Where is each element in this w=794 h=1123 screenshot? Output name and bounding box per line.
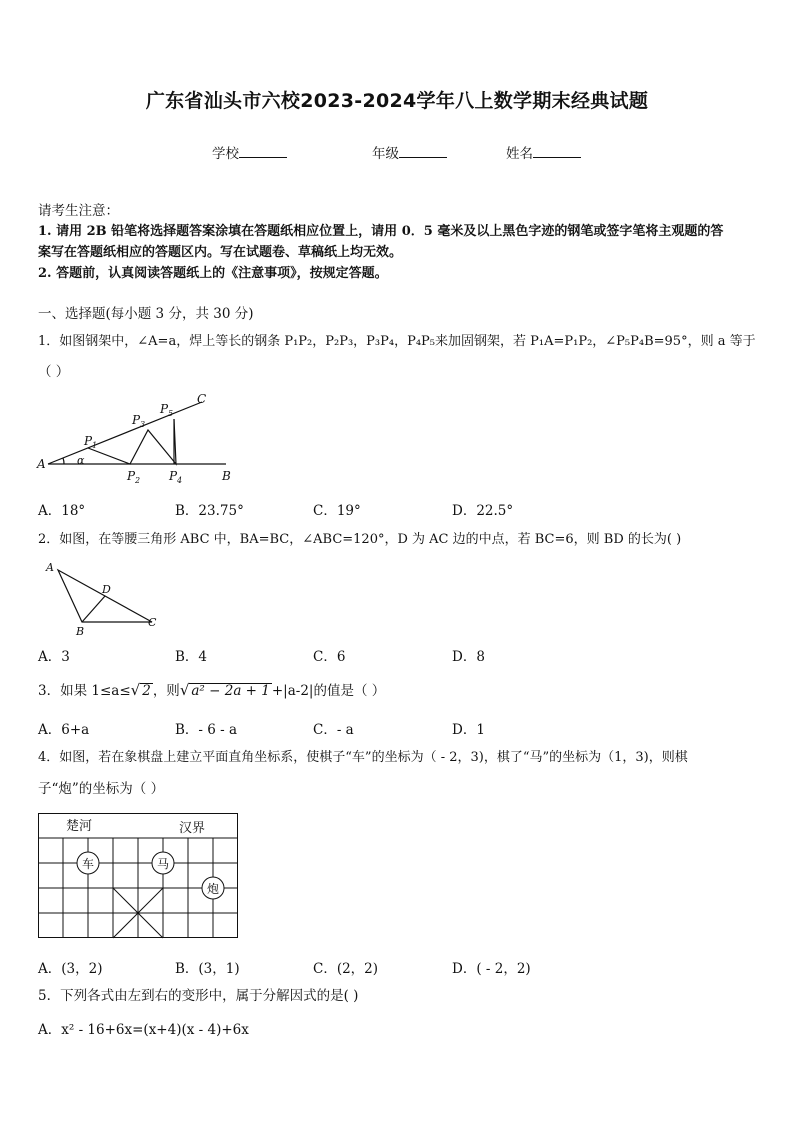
q2-option-c[interactable]: C．6	[313, 649, 346, 665]
school-label: 学校	[212, 146, 239, 162]
q1-option-c[interactable]: C．19°	[313, 503, 361, 519]
q4-stem: 4．如图，若在象棋盘上建立平面直角坐标系，使棋子“车”的坐标为（ - 2，3)，棋了“马”的坐标为（1，3)，则棋	[38, 750, 688, 765]
label-a: A	[46, 561, 54, 574]
sqrt-icon: √	[179, 681, 190, 699]
label-p5-sub: 5	[168, 409, 174, 418]
notice-item-1-cont: 案写在答题纸相应的答题区内。写在试题卷、草稿纸上均无效。	[38, 245, 403, 260]
q1-figure	[34, 388, 244, 488]
page-title: 广东省汕头市六校2023-2024学年八上数学期末经典试题	[145, 90, 649, 112]
q3-option-a[interactable]: A．6+a	[38, 722, 90, 738]
q3-stem	[38, 680, 385, 701]
q1-stem-bracket: （ ）	[38, 364, 70, 380]
grade-label: 年级	[372, 146, 399, 162]
piece-ma-label: 马	[156, 857, 170, 871]
q3-stem-post: +|a-2|的值是（ ）	[271, 683, 386, 699]
label-c: C	[148, 616, 157, 629]
q5-stem: 5．下列各式由左到右的变形中，属于分解因式的是( )	[38, 988, 359, 1004]
q3-option-b[interactable]: B．- 6 - a	[175, 722, 238, 738]
q2-figure	[40, 558, 170, 640]
label-p5: P	[160, 402, 169, 416]
q4-option-b[interactable]: B．(3，1)	[175, 961, 240, 977]
school-field	[212, 142, 287, 162]
label-d: D	[102, 583, 111, 596]
q2-stem: 2．如图，在等腰三角形 ABC 中，BA=BC，∠ABC=120°，D 为 AC 边的中点，若 BC=6，则 BD 的长为( )	[38, 532, 682, 547]
label-p4-sub: 4	[177, 476, 183, 485]
notice-item-1: 1. 请用 2B 铅笔将选择题答案涂填在答题纸相应位置上，请用 0．5 毫米及以上黑色字迹的钢笔或签字笔将主观题的答	[38, 224, 724, 239]
q1-stem: 1．如图钢架中，∠A=a，焊上等长的钢条 P₁P₂，P₂P₃，P₃P₄，P₄P₅来加固钢架，若 P₁A=P₁P₂，∠P₅P₄B=95°，则 a 等于	[38, 334, 756, 349]
piece-che-label: 车	[81, 857, 95, 871]
label-p1-sub: 1	[92, 441, 98, 450]
notice-heading: 请考生注意：	[38, 203, 119, 219]
label-p3-sub: 3	[140, 420, 146, 429]
q4-option-a[interactable]: A．(3，2)	[38, 961, 103, 977]
chess-board	[38, 813, 240, 939]
name-label: 姓名	[506, 146, 533, 162]
grade-blank	[399, 143, 447, 158]
name-field	[506, 142, 581, 162]
piece-pao-label: 炮	[206, 882, 220, 896]
name-blank	[533, 143, 581, 158]
label-b: B	[222, 469, 231, 483]
q3-option-d[interactable]: D．1	[452, 722, 485, 738]
q1-option-d[interactable]: D．22.5°	[452, 503, 514, 519]
q1-option-b[interactable]: B．23.75°	[175, 503, 244, 519]
grade-field	[372, 142, 447, 162]
notice-item-2: 2. 答题前，认真阅读答题纸上的《注意事项》，按规定答题。	[38, 266, 388, 281]
q1-option-a[interactable]: A．18°	[38, 503, 86, 519]
river-text-right: 汉界	[179, 821, 206, 836]
label-p3: P	[132, 413, 141, 427]
q4-option-c[interactable]: C．(2，2)	[313, 961, 379, 977]
q3-root-2: a² − 2a + 1	[191, 683, 270, 699]
q2-option-d[interactable]: D．8	[452, 649, 485, 665]
q3-root-1: 2	[142, 683, 151, 699]
section-heading: 一、选择题(每小题 3 分，共 30 分)	[38, 306, 254, 322]
q3-option-c[interactable]: C．- a	[313, 722, 354, 738]
label-a: A	[37, 457, 46, 471]
school-blank	[239, 143, 287, 158]
label-alpha: α	[77, 454, 85, 467]
label-c: C	[197, 392, 207, 406]
label-p2: P	[127, 469, 136, 483]
q2-option-a[interactable]: A．3	[38, 649, 70, 665]
angle-arc	[63, 458, 64, 464]
q4-option-d[interactable]: D．( - 2，2)	[452, 961, 531, 977]
q2-option-b[interactable]: B．4	[175, 649, 208, 665]
label-p4: P	[169, 469, 178, 483]
q4-stem-cont: 子“炮”的坐标为（ ）	[38, 781, 165, 797]
ray-ac	[48, 402, 202, 464]
river-text-left: 楚河	[66, 819, 93, 834]
label-p1: P	[84, 434, 93, 448]
label-p2-sub: 2	[135, 476, 141, 485]
segment-bd	[82, 596, 105, 622]
q3-stem-pre: 3．如果 1≤a≤	[38, 683, 131, 699]
sqrt-icon: √	[130, 681, 141, 699]
q5-option-a[interactable]: A．x² - 16+6x=(x+4)(x - 4)+6x	[38, 1022, 249, 1038]
q3-stem-mid: ，则	[152, 683, 180, 699]
label-b: B	[76, 625, 85, 638]
